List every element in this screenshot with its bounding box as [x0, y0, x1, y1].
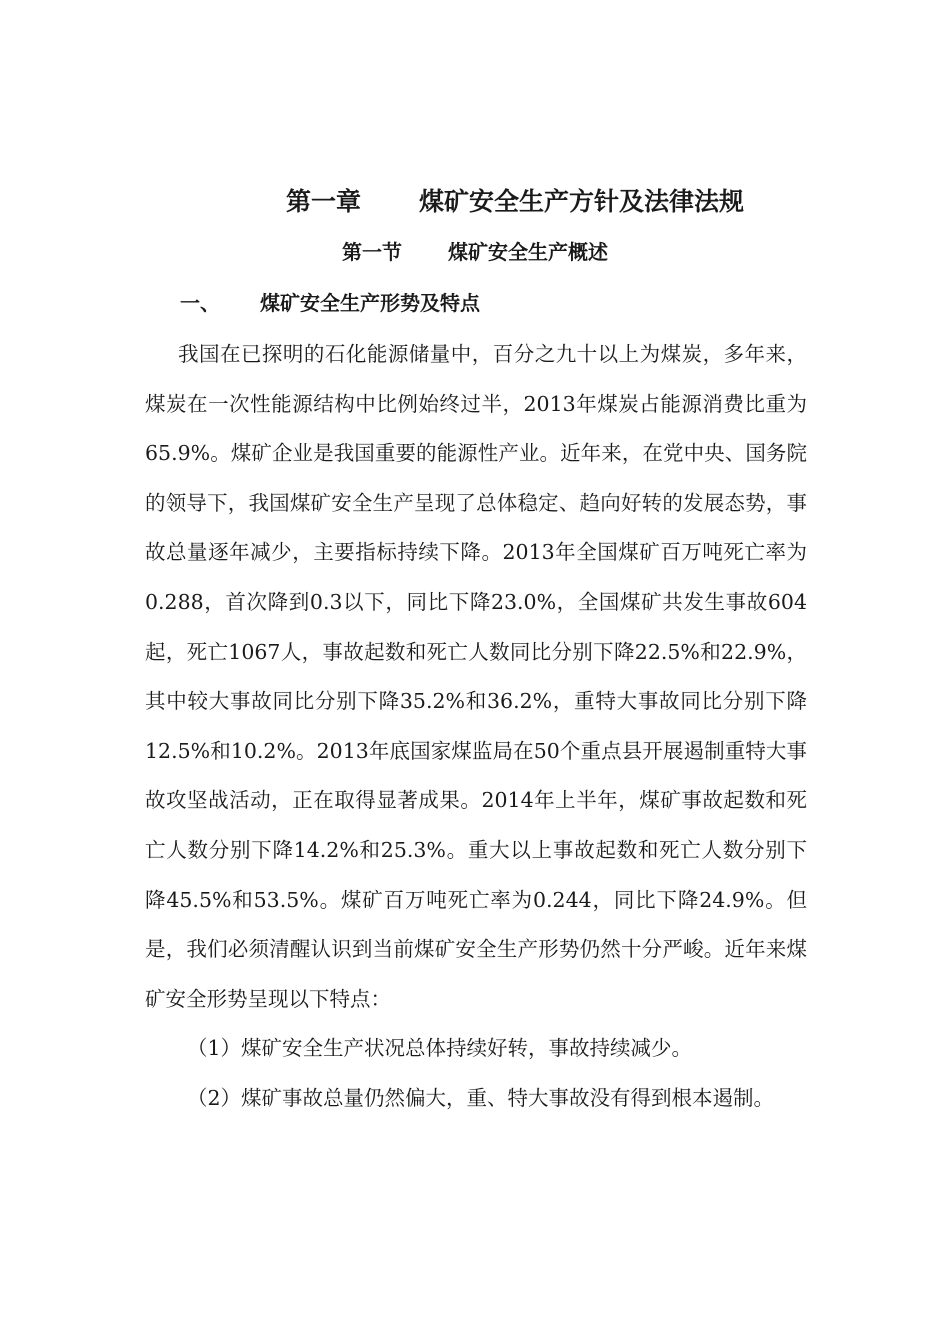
section-title: [0, 236, 950, 265]
body-text: [145, 330, 807, 1124]
paragraph: 我国在已探明的石化能源储量中，百分之九十以上为煤炭，多年来，煤炭在一次性能源结构中比例始终过半，2013年煤炭占能源消费比重为65.9%。煤矿企业是我国重要的能源性产业。近年来，在党中央、国务院的领导下，我国煤矿安全生产呈现了总体稳定、趋向好转的发展态势，事故总量逐年减少，主要指标持续下降。2013年全国煤矿百万吨死亡率为0.288，首次降到0.3以下，同比下降23.0%，全国煤矿共发生事故604起，死亡1067人，事故起数和死亡人数同比分别下降22.5%和22.9%，其中较大事故同比分别下降35.2%和36.2%，重特大事故同比分别下降12.5%和10.2%。2013年底国家煤监局在50个重点县开展遏制重特大事故攻坚战活动，正在取得显著成果。2014年上半年，煤矿事故起数和死亡人数分别下降14.2%和25.3%。重大以上事故起数和死亡人数分别下降45.5%和53.5%。煤矿百万吨死亡率为0.244，同比下降24.9%。但是，我们必须清醒认识到当前煤矿安全生产形势仍然十分严峻。近年来煤矿安全形势呈现以下特点：: [145, 342, 807, 1011]
subsection-title: [180, 287, 480, 316]
subsection-name: 煤矿安全生产形势及特点: [260, 291, 480, 315]
chapter-number: 第一章: [285, 187, 361, 216]
chapter-title: [0, 182, 950, 218]
section-name: 煤矿安全生产概述: [448, 240, 608, 264]
list-item: （2）煤矿事故总量仍然偏大，重、特大事故没有得到根本遏制。: [187, 1085, 775, 1110]
section-number: 第一节: [342, 240, 402, 264]
subsection-number: 一、: [180, 291, 220, 315]
chapter-name: 煤矿安全生产方针及法律法规: [419, 187, 745, 216]
list-item: （1）煤矿安全生产状况总体持续好转，事故持续减少。: [187, 1036, 693, 1061]
